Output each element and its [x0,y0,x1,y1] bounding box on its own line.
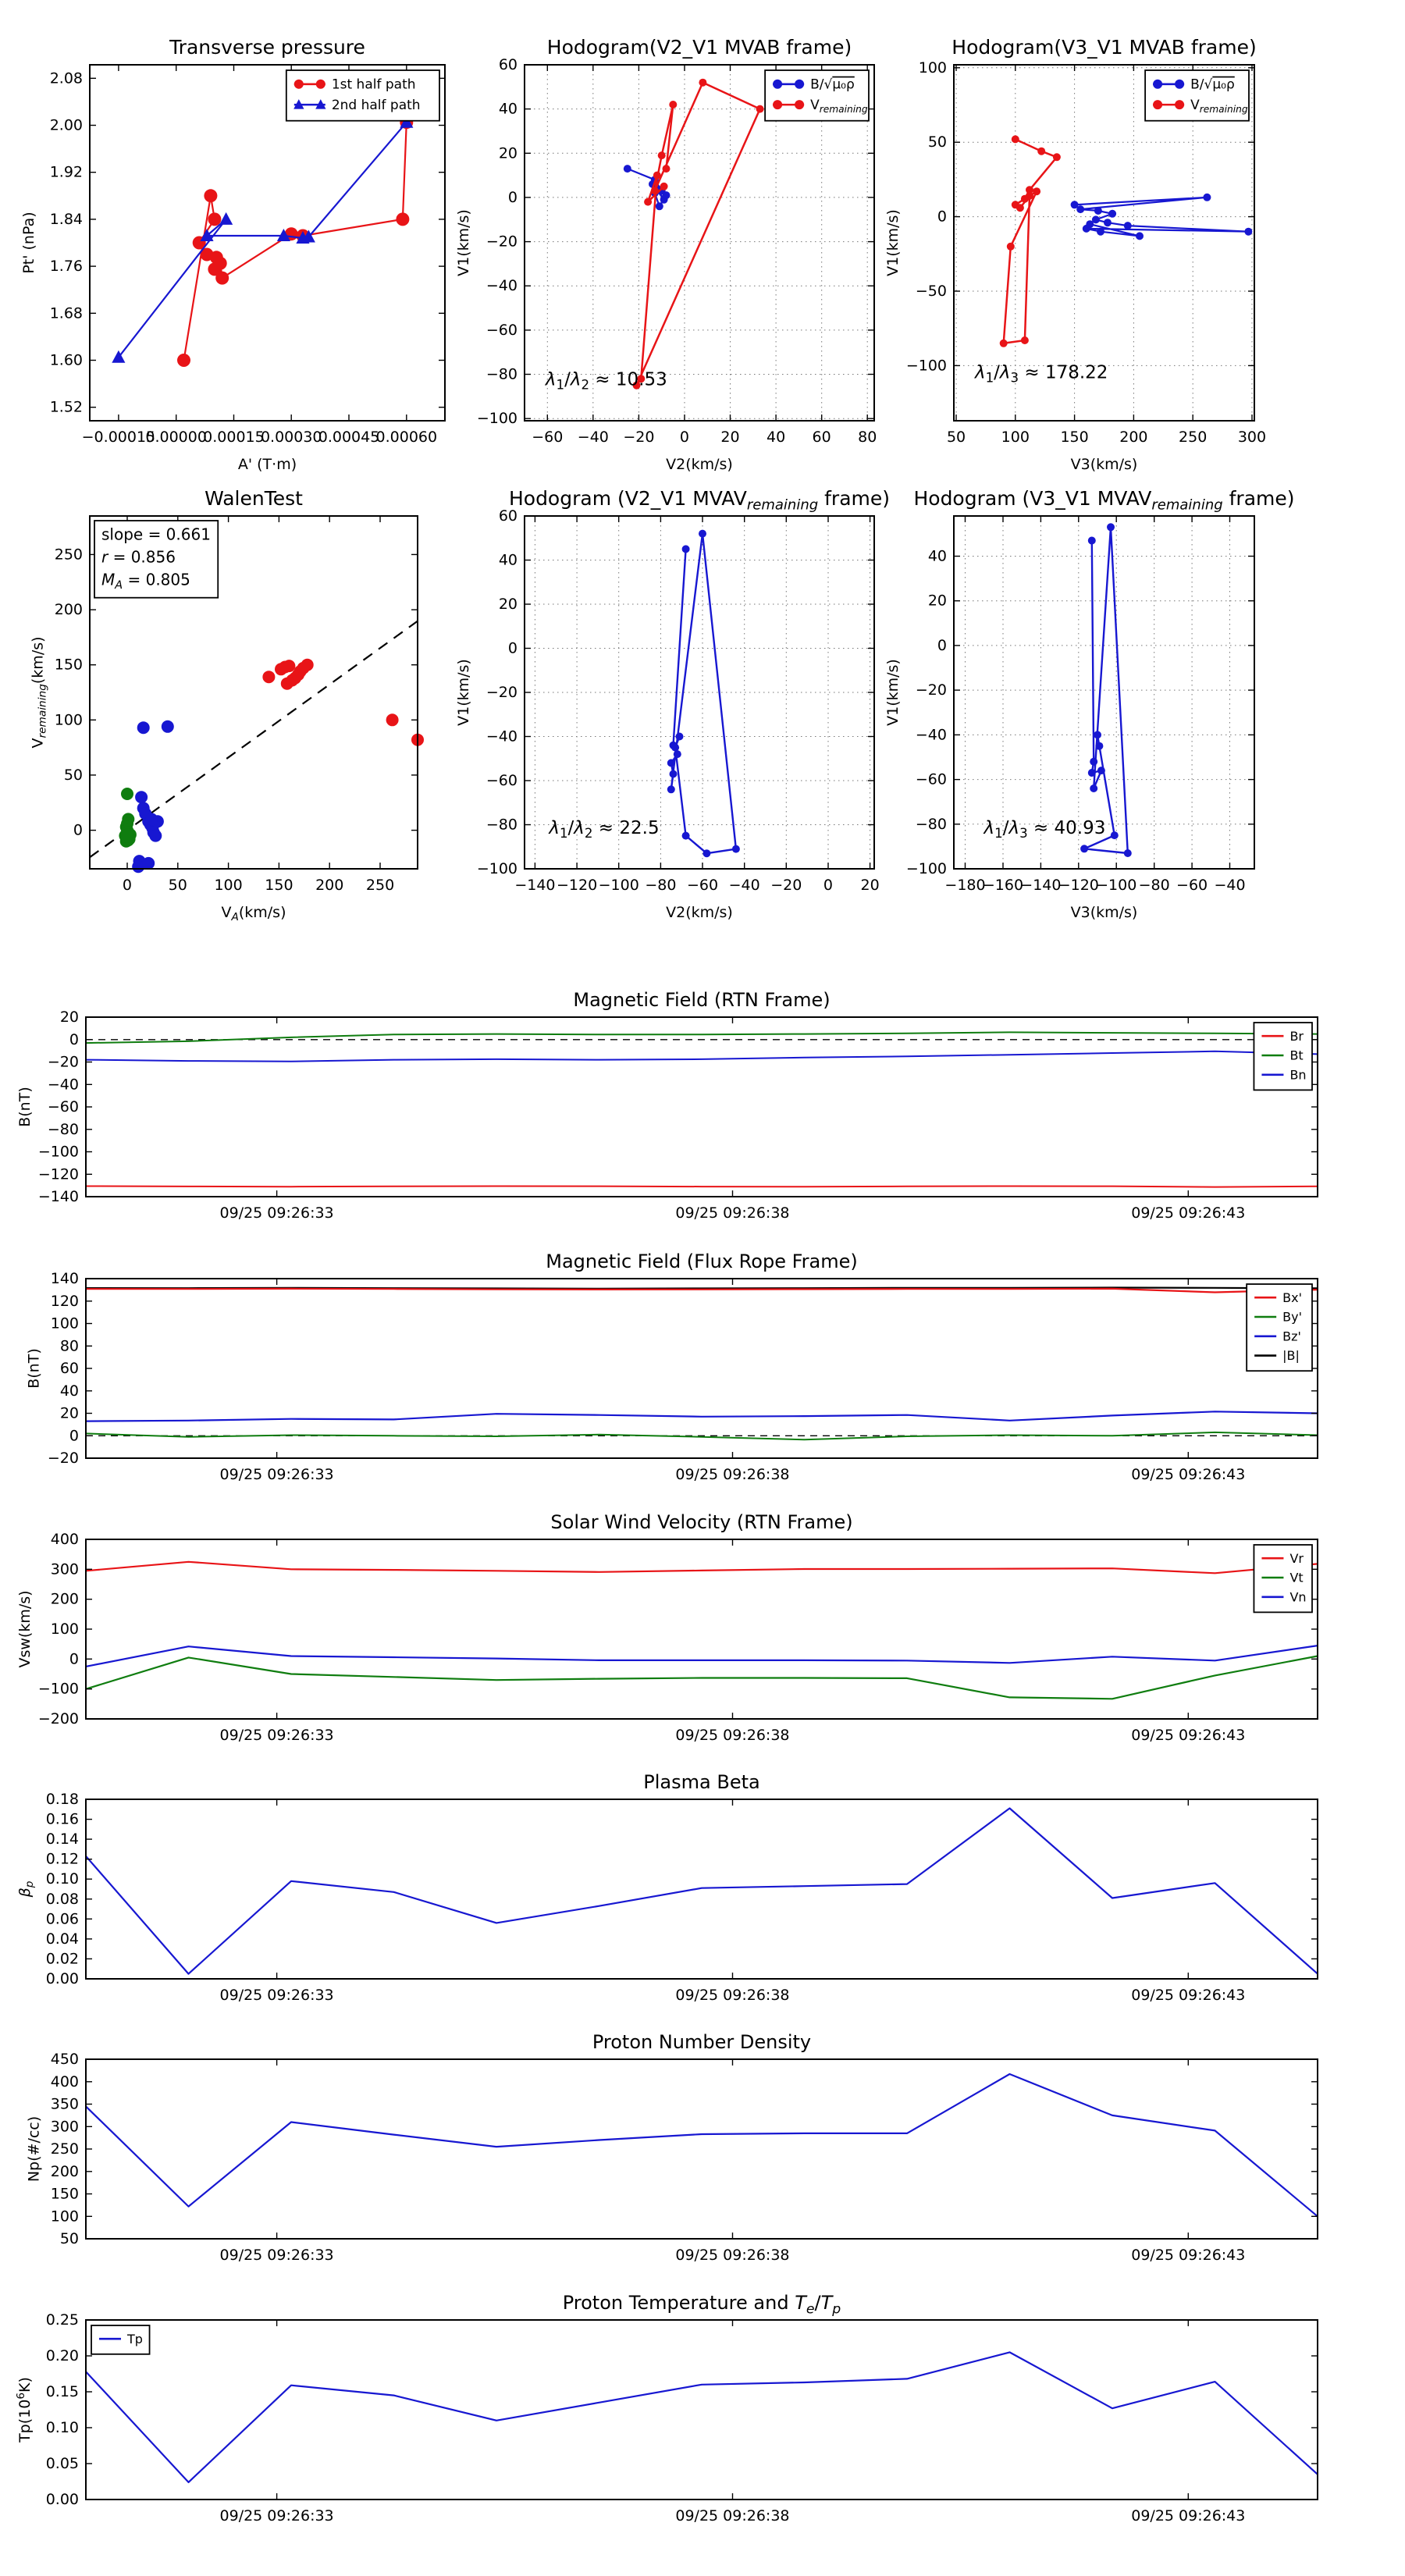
svg-text:−20: −20 [915,681,947,699]
svg-text:0.00: 0.00 [45,2491,79,2508]
svg-text:Vremaining: $V_{remaining}$ [810,98,868,115]
svg-text:−100: −100 [905,357,947,375]
svg-text:09/25 09:26:33: 09/25 09:26:33 [219,2507,334,2524]
svg-text:09/25 09:26:38: 09/25 09:26:38 [675,1204,790,1222]
svg-text:09/25 09:26:38: 09/25 09:26:38 [675,1727,790,1744]
svg-text:250: 250 [365,877,395,894]
svg-text:λ1/λ2 ≈ 22.5: $\lambda_1/\lambda_2 \approx 22.5$ [549,817,660,841]
svg-text:−80: −80 [486,816,518,834]
svg-text:−20: −20 [47,1053,79,1071]
svg-text:250: 250 [1179,429,1208,446]
axes-frame [86,1799,1318,1979]
chart-proton-density [26,2031,1318,2264]
svg-text:−80: −80 [486,365,518,383]
svg-text:100: 100 [50,2208,79,2226]
svg-text:60: 60 [498,507,518,525]
svg-text:0.14: 0.14 [45,1831,79,1848]
svg-text:Bn: Bn [1289,1067,1307,1083]
svg-text:09/25 09:26:43: 09/25 09:26:43 [1131,1987,1246,2004]
svg-text:09/25 09:26:33: 09/25 09:26:33 [219,2247,334,2264]
svg-text:Magnetic Field (RTN Frame): Magnetic Field (RTN Frame) [573,989,831,1011]
svg-text:0.12: 0.12 [45,1850,79,1868]
svg-text:0.06: 0.06 [45,1910,79,1928]
svg-text:Hodogram(V2_V1 MVAB frame): Hodogram(V2_V1 MVAB frame) [546,36,852,59]
svg-text:Bx': Bx' [1282,1290,1303,1305]
svg-text:−100: −100 [905,860,947,877]
svg-text:B/√μ₀ρ: B/√μ₀ρ [810,76,855,93]
svg-text:−40: −40 [728,877,760,894]
svg-text:Vremaining(km/s): $V_{remaining}(km/s)$ [29,636,49,749]
svg-text:20: 20 [498,144,518,162]
svg-text:09/25 09:26:33: 09/25 09:26:33 [219,1987,334,2004]
svg-text:Proton Number Density: Proton Number Density [592,2031,812,2053]
svg-text:−50: −50 [915,283,947,301]
svg-text:0: 0 [73,821,83,839]
svg-text:V1(km/s): V1(km/s) [884,209,902,276]
svg-text:20: 20 [927,592,947,610]
svg-text:0.00045: 0.00045 [318,429,380,446]
series-Bn [86,1051,1318,1062]
svg-text:Vn: Vn [1289,1589,1307,1605]
svg-text:0: 0 [937,636,947,654]
axes-frame [86,2059,1318,2239]
svg-text:0.10: 0.10 [45,2419,79,2436]
svg-text:400: 400 [50,2073,79,2090]
svg-text:Hodogram (V3_V1 MVAVremaining: Hodogram (V3_V1 $MVAV_{remaining}$ frame) [913,487,1295,514]
svg-text:−0.00015: −0.00015 [81,429,156,446]
svg-text:40: 40 [927,547,947,565]
svg-text:−60: −60 [686,877,719,894]
svg-text:0.08: 0.08 [45,1890,79,1908]
svg-text:150: 150 [50,2185,79,2203]
svg-text:1.52: 1.52 [49,398,83,416]
svg-text:350: 350 [50,2095,79,2113]
svg-text:−60: −60 [486,321,518,339]
svg-text:50: 50 [946,429,966,446]
chart-hodogram-v2v1-mvav [455,487,890,921]
svg-text:Vremaining: $V_{remaining}$ [1190,98,1248,115]
svg-text:100: 100 [1001,429,1030,446]
svg-text:0: 0 [122,877,133,894]
svg-text:−80: −80 [1138,877,1170,894]
chart-walen-test [30,487,425,923]
svg-text:0.00060: 0.00060 [375,429,438,446]
svg-text:B(nT): B(nT) [16,1087,34,1127]
series-Bx' [86,1289,1318,1293]
svg-text:09/25 09:26:43: 09/25 09:26:43 [1131,2247,1246,2264]
svg-text:Br: Br [1289,1028,1304,1044]
svg-text:0: 0 [507,188,518,206]
chart-hodogram-v3v1-mvab [884,36,1266,473]
svg-text:λ1/λ3 ≈ 40.93: $\lambda_1/\lambda_3 \approx 40.93$ [984,817,1106,841]
svg-text:1.76: 1.76 [49,258,83,276]
svg-text:−120: −120 [1058,877,1099,894]
svg-text:−40: −40 [1214,877,1246,894]
svg-text:−60: −60 [1176,877,1208,894]
svg-text:0.25: 0.25 [45,2311,79,2329]
svg-text:−120: −120 [556,877,598,894]
svg-text:0.00030: 0.00030 [260,429,322,446]
svg-text:−80: −80 [915,815,947,833]
svg-text:Vr: Vr [1289,1550,1304,1566]
svg-text:250: 250 [54,546,83,564]
svg-text:200: 200 [50,2162,79,2180]
svg-text:100: 100 [54,711,83,729]
svg-text:09/25 09:26:38: 09/25 09:26:38 [675,1987,790,2004]
svg-text:200: 200 [54,601,83,619]
svg-text:−140: −140 [1020,877,1062,894]
svg-text:300: 300 [50,2118,79,2136]
svg-text:0: 0 [937,208,947,226]
svg-text:150: 150 [1060,429,1089,446]
svg-text:WalenTest: WalenTest [205,487,303,510]
series-blue-path [671,534,736,854]
svg-text:Tp(106K): $Tp(10^6K)$ [14,2377,34,2443]
svg-text:0.10: 0.10 [45,1870,79,1888]
chart-hodogram-v3v1-mvav [884,487,1295,921]
svg-text:−80: −80 [645,877,677,894]
svg-text:λ1/λ3 ≈ 178.22: $\lambda_1/\lambda_3 \approx 178.22$ [974,362,1108,386]
svg-text:09/25 09:26:43: 09/25 09:26:43 [1131,2507,1246,2524]
svg-text:1.84: 1.84 [49,210,83,228]
series-fit-line [90,621,418,858]
svg-text:100: 100 [50,1621,79,1638]
svg-text:A' (T·m): A' (T·m) [237,456,297,473]
svg-text:Transverse pressure: Transverse pressure [169,36,365,59]
svg-text:−40: −40 [486,277,518,295]
svg-text:09/25 09:26:38: 09/25 09:26:38 [675,1466,790,1483]
svg-text:20: 20 [59,1404,79,1422]
svg-text:40: 40 [498,551,518,569]
svg-text:Tp: Tp [127,2331,143,2347]
svg-text:50: 50 [59,2230,79,2247]
svg-text:80: 80 [59,1337,79,1355]
chart-transverse-pressure [20,36,445,473]
svg-text:50: 50 [927,133,947,151]
svg-text:1.60: 1.60 [49,351,83,369]
svg-text:0: 0 [69,1427,79,1445]
svg-text:−20: −20 [486,684,518,701]
svg-text:Proton Temperature and Te/Tp: Proton Temperature and $T_e/T_p$ [562,2292,841,2318]
svg-text:V2(km/s): V2(km/s) [666,904,733,921]
svg-text:0.00000: 0.00000 [145,429,207,446]
svg-text:−100: −100 [1096,877,1137,894]
svg-text:0.18: 0.18 [45,1791,79,1808]
chart-vsw-rtn [16,1511,1318,1744]
svg-text:V1(km/s): V1(km/s) [455,209,472,276]
svg-text:−180: −180 [944,877,986,894]
svg-text:−60: −60 [47,1098,79,1115]
svg-text:100: 100 [918,59,947,76]
svg-text:09/25 09:26:43: 09/25 09:26:43 [1131,1466,1246,1483]
series-1st half path [184,123,407,361]
svg-text:09/25 09:26:43: 09/25 09:26:43 [1131,1727,1246,1744]
series-V remaining [637,83,760,386]
svg-text:−80: −80 [47,1120,79,1138]
svg-text:Solar Wind Velocity (RTN Frame: Solar Wind Velocity (RTN Frame) [550,1511,853,1533]
svg-text:09/25 09:26:38: 09/25 09:26:38 [675,2247,790,2264]
svg-text:By': By' [1282,1309,1303,1325]
svg-text:1.68: 1.68 [49,304,83,322]
svg-text:40: 40 [59,1382,79,1400]
svg-text:−60: −60 [532,429,564,446]
series-Vn [86,1646,1318,1667]
svg-text:1st half path: 1st half path [331,76,416,93]
svg-text:−40: −40 [47,1076,79,1094]
svg-text:200: 200 [1119,429,1148,446]
series-Bz' [86,1411,1318,1421]
svg-text:0: 0 [823,877,834,894]
chart-proton-temp [15,2292,1318,2524]
svg-text:50: 50 [168,877,187,894]
series-Np [86,2074,1318,2216]
svg-text:V3(km/s): V3(km/s) [1070,456,1138,473]
axes-frame [86,2320,1318,2500]
svg-text:09/25 09:26:33: 09/25 09:26:33 [219,1204,334,1222]
chart-mag-rtn [16,989,1318,1222]
svg-text:100: 100 [214,877,243,894]
svg-text:50: 50 [63,766,83,784]
series-Bt [86,1032,1318,1043]
svg-text:−20: −20 [623,429,655,446]
svg-text:−20: −20 [486,233,518,251]
series-V remaining [1004,139,1057,343]
svg-text:slope = 0.661: slope = 0.661 [101,525,211,544]
svg-text:450: 450 [50,2051,79,2068]
svg-text:−100: −100 [37,1680,79,1698]
svg-text:0.16: 0.16 [45,1810,79,1828]
svg-text:250: 250 [50,2140,79,2158]
axes-frame [86,1539,1318,1719]
svg-text:B/√μ₀ρ: B/√μ₀ρ [1190,76,1235,93]
svg-text:−60: −60 [486,772,518,789]
svg-text:−160: −160 [982,877,1024,894]
svg-text:2.00: 2.00 [49,116,83,134]
svg-text:2.08: 2.08 [49,69,83,87]
svg-text:60: 60 [498,56,518,73]
svg-text:βp: $\beta_p$ [16,1880,37,1898]
svg-text:−100: −100 [598,877,639,894]
svg-text:−100: −100 [476,860,518,877]
svg-text:−100: −100 [476,410,518,428]
svg-text:Magnetic Field (Flux Rope Fram: Magnetic Field (Flux Rope Frame) [546,1251,858,1272]
svg-text:80: 80 [858,429,877,446]
svg-text:100: 100 [50,1315,79,1332]
svg-text:B(nT): B(nT) [25,1348,43,1389]
svg-text:300: 300 [50,1560,79,1578]
svg-text:09/25 09:26:38: 09/25 09:26:38 [675,2507,790,2524]
svg-text:Bz': Bz' [1282,1329,1301,1344]
svg-text:09/25 09:26:33: 09/25 09:26:33 [219,1727,334,1744]
axes-frame [954,516,1254,869]
svg-text:VA(km/s): $V_A(km/s)$ [221,904,286,924]
svg-text:−40: −40 [486,728,518,745]
svg-text:V1(km/s): V1(km/s) [455,659,472,726]
svg-text:MA = 0.805: $M_A = 0.805$ [101,570,190,592]
svg-text:0.15: 0.15 [45,2383,79,2400]
chart-hodogram-v2v1-mvab [455,36,877,473]
svg-text:20: 20 [59,1009,79,1026]
svg-text:−140: −140 [514,877,556,894]
series-Tp [86,2352,1318,2482]
svg-text:150: 150 [54,656,83,674]
svg-text:140: 140 [50,1270,79,1287]
svg-text:300: 300 [1237,429,1267,446]
svg-text:40: 40 [498,100,518,118]
svg-text:λ1/λ2 ≈ 10.53: $\lambda_1/\lambda_2 \approx 10.53$ [545,369,667,393]
svg-text:200: 200 [315,877,344,894]
svg-text:0: 0 [507,639,518,657]
series-Vt [86,1656,1318,1699]
svg-text:Np(#/cc): Np(#/cc) [25,2115,43,2183]
svg-text:0.02: 0.02 [45,1950,79,1968]
svg-text:0.05: 0.05 [45,2455,79,2472]
svg-text:−120: −120 [37,1165,79,1183]
chart-mag-frf [26,1251,1318,1483]
svg-text:0: 0 [69,1030,79,1048]
svg-text:200: 200 [50,1590,79,1608]
svg-text:09/25 09:26:43: 09/25 09:26:43 [1131,1204,1246,1222]
svg-text:20: 20 [720,429,740,446]
svg-text:09/25 09:26:33: 09/25 09:26:33 [219,1466,334,1483]
svg-text:V2(km/s): V2(km/s) [666,456,733,473]
series-Vr [86,1562,1318,1574]
svg-text:60: 60 [59,1360,79,1377]
svg-text:400: 400 [50,1531,79,1548]
svg-text:−40: −40 [577,429,609,446]
axes-frame [86,1279,1318,1458]
svg-text:0.04: 0.04 [45,1930,79,1948]
svg-text:40: 40 [766,429,786,446]
svg-text:|B|: |B| [1282,1348,1300,1364]
svg-text:60: 60 [812,429,831,446]
svg-text:0.20: 0.20 [45,2347,79,2364]
svg-text:Hodogram(V3_V1 MVAB frame): Hodogram(V3_V1 MVAB frame) [951,36,1257,59]
svg-text:Hodogram (V2_V1 MVAVremaining: Hodogram (V2_V1 $MVAV_{remaining}$ frame) [508,487,891,514]
axes-frame [86,1017,1318,1197]
svg-text:Vsw(km/s): Vsw(km/s) [16,1590,34,1668]
svg-text:V1(km/s): V1(km/s) [884,659,902,726]
svg-text:−140: −140 [37,1188,79,1205]
svg-text:120: 120 [50,1292,79,1310]
chart-plasma-beta [16,1771,1318,2004]
svg-text:0: 0 [679,429,690,446]
svg-text:−60: −60 [915,770,947,788]
svg-text:V3(km/s): V3(km/s) [1070,904,1138,921]
svg-text:150: 150 [265,877,293,894]
svg-text:−20: −20 [47,1450,79,1467]
svg-text:20: 20 [860,877,880,894]
series-2nd half path [119,123,407,358]
svg-text:r = 0.856: r = 0.856 [101,547,176,567]
svg-text:0.00015: 0.00015 [203,429,265,446]
svg-text:Vt: Vt [1289,1570,1304,1585]
svg-text:−20: −20 [770,877,802,894]
svg-text:1.92: 1.92 [49,163,83,181]
series-beta-p [86,1809,1318,1974]
svg-text:Bt: Bt [1289,1048,1304,1063]
svg-text:Pt' (nPa): Pt' (nPa) [20,212,37,274]
svg-text:2nd half path: 2nd half path [331,98,421,114]
svg-text:−40: −40 [915,726,947,744]
svg-text:0.00: 0.00 [45,1970,79,1987]
svg-text:Plasma Beta: Plasma Beta [643,1771,760,1793]
svg-text:20: 20 [498,596,518,613]
svg-text:−200: −200 [37,1710,79,1727]
svg-text:−100: −100 [37,1143,79,1161]
svg-text:0: 0 [69,1650,79,1668]
